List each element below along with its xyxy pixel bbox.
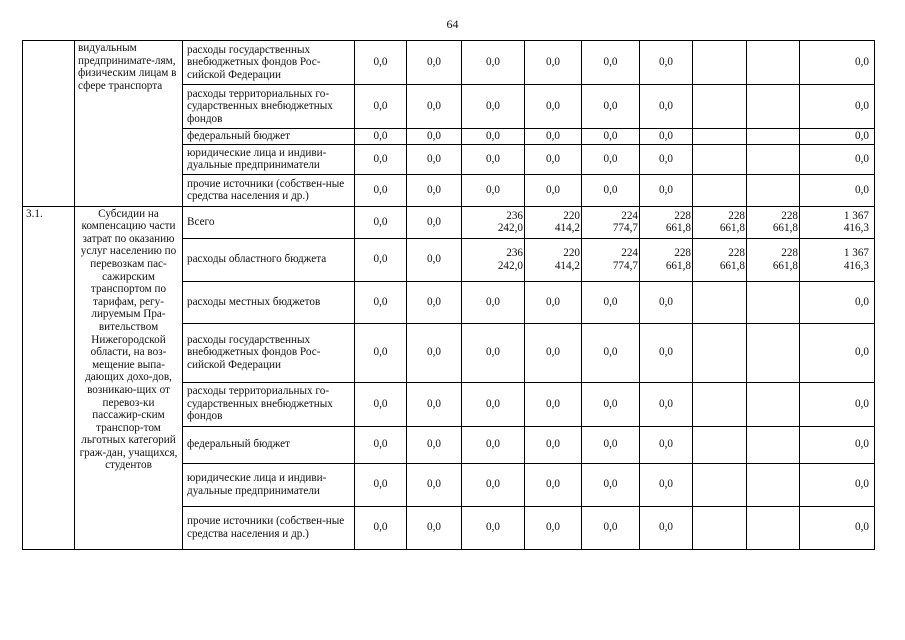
value-cell: 0,0 xyxy=(525,174,582,206)
value-cell: 0,0 xyxy=(640,323,693,382)
value-line-2: 661,8 xyxy=(665,259,691,272)
table-row xyxy=(23,41,875,85)
value-cell: 0,0 xyxy=(640,463,693,506)
funding-source: Всего xyxy=(183,206,355,238)
value-cell: 0,0 xyxy=(640,426,693,463)
value-cell xyxy=(462,206,525,238)
value-cell: 0,0 xyxy=(355,463,407,506)
value-line-2: 414,2 xyxy=(554,259,580,272)
value-cell xyxy=(747,174,800,206)
value-cell: 0,0 xyxy=(640,506,693,549)
funding-source: прочие источники (собствен-ные средства населения и др.) xyxy=(183,174,355,206)
value-cell: 0,0 xyxy=(462,144,525,174)
value-cell: 0,0 xyxy=(462,463,525,506)
value-cell: 0,0 xyxy=(640,281,693,323)
budget-table xyxy=(22,40,875,550)
value-line-2: 414,2 xyxy=(554,222,580,235)
table-row xyxy=(23,206,875,238)
value-cell: 0,0 xyxy=(640,382,693,426)
value-line-1: 236 xyxy=(506,209,523,222)
value-cell: 0,0 xyxy=(582,463,640,506)
measure-description: Субсидии на компенсацию части затрат по оказанию услуг населению по перевозкам пас-сажирским транспортом по тарифам, регу-лируемым Пра-вительством Нижегородской области, на воз-мещение выпа-дающих дохо-дов, возникаю-щих от перевоз-ки пассажир-ским транспор-том льготных категорий граж-дан, учащихся, студентов xyxy=(75,206,183,549)
value-cell: 0,0 xyxy=(525,129,582,145)
value-cell xyxy=(640,238,693,281)
value-cell: 0,0 xyxy=(582,382,640,426)
value-line-1: 1 367 xyxy=(843,209,869,222)
value-cell: 0,0 xyxy=(582,506,640,549)
funding-source: расходы территориальных го-сударственных внебюджетных фондов xyxy=(183,85,355,129)
value-cell: 0,0 xyxy=(462,426,525,463)
value-cell: 0,0 xyxy=(462,506,525,549)
funding-source: расходы местных бюджетов xyxy=(183,281,355,323)
value-cell xyxy=(747,426,800,463)
value-cell: 0,0 xyxy=(800,323,875,382)
value-cell: 0,0 xyxy=(407,238,462,281)
value-cell: 0,0 xyxy=(462,382,525,426)
value-line-1: 228 xyxy=(728,247,745,259)
funding-source: юридические лица и индиви-дуальные предприниматели xyxy=(183,144,355,174)
value-cell xyxy=(747,463,800,506)
value-cell: 0,0 xyxy=(640,129,693,145)
value-cell xyxy=(693,85,747,129)
value-cell: 0,0 xyxy=(462,281,525,323)
value-cell: 0,0 xyxy=(582,85,640,129)
value-line-1: 228 xyxy=(781,247,798,259)
value-line-1: 236 xyxy=(506,247,523,259)
value-cell: 0,0 xyxy=(525,426,582,463)
value-cell: 0,0 xyxy=(407,129,462,145)
value-cell xyxy=(693,206,747,238)
value-cell: 0,0 xyxy=(800,41,875,85)
value-cell xyxy=(747,206,800,238)
value-cell: 0,0 xyxy=(355,323,407,382)
value-cell: 0,0 xyxy=(582,41,640,85)
value-cell xyxy=(525,238,582,281)
value-cell xyxy=(800,238,875,281)
value-cell: 0,0 xyxy=(800,463,875,506)
value-cell: 0,0 xyxy=(355,281,407,323)
value-cell: 0,0 xyxy=(407,281,462,323)
value-cell xyxy=(693,506,747,549)
value-line-2: 661,8 xyxy=(772,222,798,235)
value-cell xyxy=(640,206,693,238)
value-cell: 0,0 xyxy=(800,506,875,549)
value-cell: 0,0 xyxy=(462,41,525,85)
value-line-2: 416,3 xyxy=(843,259,869,272)
value-cell xyxy=(693,463,747,506)
value-cell: 0,0 xyxy=(582,323,640,382)
value-line-2: 416,3 xyxy=(843,222,869,235)
value-line-1: 228 xyxy=(728,209,745,222)
value-cell: 0,0 xyxy=(355,85,407,129)
value-cell xyxy=(693,281,747,323)
value-cell: 0,0 xyxy=(462,85,525,129)
value-cell xyxy=(747,144,800,174)
value-cell: 0,0 xyxy=(462,323,525,382)
value-cell xyxy=(747,129,800,145)
value-cell xyxy=(693,426,747,463)
value-cell xyxy=(747,506,800,549)
value-line-2: 774,7 xyxy=(612,259,638,272)
value-cell: 0,0 xyxy=(525,281,582,323)
value-cell xyxy=(693,144,747,174)
value-cell: 0,0 xyxy=(525,144,582,174)
value-cell: 0,0 xyxy=(462,174,525,206)
value-cell: 0,0 xyxy=(525,506,582,549)
value-cell xyxy=(747,281,800,323)
value-cell: 0,0 xyxy=(407,144,462,174)
value-line-2: 242,0 xyxy=(497,222,523,235)
value-cell: 0,0 xyxy=(525,41,582,85)
value-cell: 0,0 xyxy=(355,144,407,174)
value-cell: 0,0 xyxy=(407,426,462,463)
value-cell xyxy=(693,323,747,382)
value-line-1: 228 xyxy=(674,247,691,259)
value-cell: 0,0 xyxy=(582,174,640,206)
value-cell: 0,0 xyxy=(355,382,407,426)
value-cell: 0,0 xyxy=(355,129,407,145)
value-line-1: 224 xyxy=(621,209,638,222)
value-cell: 0,0 xyxy=(525,323,582,382)
value-cell: 0,0 xyxy=(582,144,640,174)
value-cell: 0,0 xyxy=(800,129,875,145)
value-cell: 0,0 xyxy=(800,281,875,323)
value-line-2: 661,8 xyxy=(772,259,798,272)
funding-source: расходы государственных внебюджетных фондов Рос-сийской Федерации xyxy=(183,323,355,382)
value-cell: 0,0 xyxy=(582,281,640,323)
value-cell xyxy=(693,382,747,426)
value-cell: 0,0 xyxy=(582,129,640,145)
value-line-1: 220 xyxy=(563,209,580,222)
value-cell xyxy=(462,238,525,281)
value-cell: 0,0 xyxy=(407,463,462,506)
row-index-cell xyxy=(23,41,75,207)
value-line-2: 661,8 xyxy=(719,222,745,235)
value-cell: 0,0 xyxy=(800,174,875,206)
value-cell: 0,0 xyxy=(640,144,693,174)
value-cell: 0,0 xyxy=(525,463,582,506)
value-cell: 0,0 xyxy=(407,85,462,129)
value-line-1: 228 xyxy=(674,209,691,222)
value-cell xyxy=(747,382,800,426)
funding-source: расходы территориальных го-сударственных внебюджетных фондов xyxy=(183,382,355,426)
value-cell xyxy=(693,238,747,281)
value-cell: 0,0 xyxy=(800,426,875,463)
value-cell xyxy=(693,174,747,206)
page-number: 64 xyxy=(446,17,459,31)
value-cell: 0,0 xyxy=(355,174,407,206)
value-cell xyxy=(525,206,582,238)
value-cell: 0,0 xyxy=(800,144,875,174)
value-cell: 0,0 xyxy=(355,426,407,463)
value-line-1: 1 367 xyxy=(843,247,869,259)
value-cell: 0,0 xyxy=(407,174,462,206)
value-cell xyxy=(747,238,800,281)
value-cell: 0,0 xyxy=(800,382,875,426)
funding-source: расходы областного бюджета xyxy=(183,238,355,281)
row-index-cell: 3.1. xyxy=(23,206,75,549)
value-line-2: 661,8 xyxy=(719,259,745,272)
value-line-2: 242,0 xyxy=(497,259,523,272)
value-cell: 0,0 xyxy=(640,174,693,206)
value-cell: 0,0 xyxy=(355,506,407,549)
value-cell: 0,0 xyxy=(407,382,462,426)
value-cell: 0,0 xyxy=(525,85,582,129)
value-cell: 0,0 xyxy=(355,238,407,281)
value-line-2: 774,7 xyxy=(612,222,638,235)
value-cell: 0,0 xyxy=(355,41,407,85)
value-cell: 0,0 xyxy=(407,323,462,382)
value-cell: 0,0 xyxy=(582,426,640,463)
value-cell: 0,0 xyxy=(640,85,693,129)
value-cell: 0,0 xyxy=(407,41,462,85)
value-cell xyxy=(747,41,800,85)
value-cell xyxy=(582,238,640,281)
value-cell xyxy=(800,206,875,238)
funding-source: расходы государственных внебюджетных фондов Рос-сийской Федерации xyxy=(183,41,355,85)
value-line-2: 661,8 xyxy=(665,222,691,235)
value-cell xyxy=(693,41,747,85)
measure-description: видуальным предпринимате-лям, физическим лицам в сфере транспорта xyxy=(75,41,183,207)
value-cell: 0,0 xyxy=(800,85,875,129)
value-cell: 0,0 xyxy=(407,506,462,549)
value-cell xyxy=(693,129,747,145)
value-cell: 0,0 xyxy=(407,206,462,238)
value-cell: 0,0 xyxy=(525,382,582,426)
value-cell xyxy=(747,323,800,382)
value-cell xyxy=(582,206,640,238)
funding-source: федеральный бюджет xyxy=(183,426,355,463)
funding-source: федеральный бюджет xyxy=(183,129,355,145)
funding-source: юридические лица и индиви-дуальные предприниматели xyxy=(183,463,355,506)
value-cell: 0,0 xyxy=(355,206,407,238)
value-cell: 0,0 xyxy=(462,129,525,145)
value-cell xyxy=(747,85,800,129)
value-cell: 0,0 xyxy=(640,41,693,85)
value-line-1: 220 xyxy=(563,247,580,259)
value-line-1: 228 xyxy=(781,209,798,222)
value-line-1: 224 xyxy=(621,247,638,259)
funding-source: прочие источники (собствен-ные средства населения и др.) xyxy=(183,506,355,549)
